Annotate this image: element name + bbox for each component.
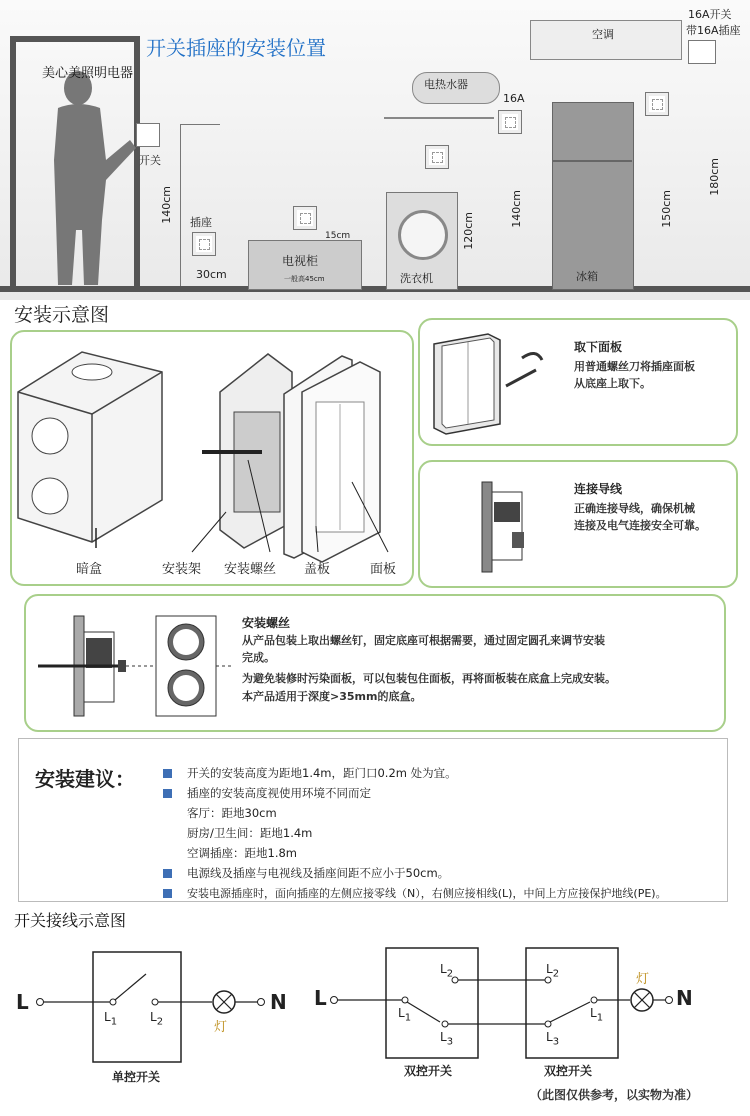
aircon-socket-label: 带16A插座 (686, 24, 741, 37)
bullet (163, 769, 172, 778)
wire-label-N: N (676, 986, 693, 1010)
height-label: 30cm (196, 268, 227, 281)
washer-socket (425, 145, 449, 169)
suggestions-title: 安装建议： (35, 767, 135, 791)
terminal-L2: $L_2$ (150, 1010, 164, 1028)
suggestion-item: 电源线及插座与电视线及插座间距不应小于50cm。 (187, 866, 450, 880)
switch-label: 开关 (139, 154, 161, 167)
wire-label-N: N (270, 990, 287, 1014)
part-label-screw: 安装螺丝 (224, 562, 277, 577)
fridge-socket (645, 92, 669, 116)
page-title: 开关插座的安装位置 (146, 36, 326, 60)
suggestion-item: 厨房/卫生间：距地1.4m (187, 826, 313, 840)
brand-text: 美心美照明电器 (42, 66, 134, 81)
section-title-installation: 安装示意图 (14, 304, 110, 326)
heater-socket (498, 110, 522, 134)
tv-socket (293, 206, 317, 230)
water-heater-label: 电热水器 (424, 78, 468, 91)
installation-suggestions (18, 738, 728, 902)
washer-door (398, 210, 448, 260)
part-label-panel: 面板 (370, 562, 397, 577)
part-label-cover: 盖板 (304, 562, 331, 577)
aircon-outlet (688, 40, 716, 64)
height-label: 180cm (708, 158, 721, 196)
dist-label: 15cm (325, 231, 351, 241)
height-label: 120cm (462, 212, 475, 250)
fridge (552, 102, 634, 290)
terminal-L3: $L_3$ (440, 1030, 454, 1048)
light-switch (136, 123, 160, 147)
connect-wire-text: 连接及电气连接安全可靠。 (574, 519, 706, 532)
connect-wire-box (418, 460, 738, 588)
height-label: 150cm (660, 190, 673, 228)
screw-install-illustration (34, 608, 234, 718)
part-label-box: 暗盒 (76, 562, 103, 577)
bullet (163, 789, 172, 798)
socket-30cm (192, 232, 216, 256)
screw-install-text: 本产品适用于深度>35mm的底盒。 (242, 690, 422, 703)
person-silhouette (40, 70, 150, 290)
dim-line (180, 124, 181, 286)
height-label: 140cm (160, 186, 173, 224)
screw-install-box (24, 594, 726, 732)
remove-panel-illustration (428, 328, 568, 436)
terminal-L1: $L_1$ (398, 1006, 412, 1024)
aircon-switch-label: 16A开关 (688, 8, 732, 21)
fridge-label: 冰箱 (576, 270, 598, 283)
shelf-line (384, 117, 494, 119)
suggestion-item: 开关的安装高度为距地1.4m，距门口0.2m 处为宜。 (187, 766, 457, 780)
terminal-L2: $L_2$ (440, 962, 454, 980)
wiring-diagram-title: 开关接线示意图 (14, 911, 127, 930)
washer-label: 洗衣机 (400, 272, 433, 285)
connect-wire-illustration (460, 472, 560, 578)
suggestion-item: 安装电源插座时，面向插座的左侧应接零线（N），右侧应接相线(L)，中间上方应接保护地线(PE)。 (187, 887, 667, 900)
wire-label-L: L (314, 986, 327, 1010)
bullet (163, 869, 172, 878)
bullet (163, 889, 172, 898)
dim-line (180, 124, 220, 125)
connect-wire-text: 正确连接导线，确保机械 (574, 502, 695, 515)
suggestion-item: 客厅：距地30cm (187, 806, 277, 820)
suggestion-item: 空调插座：距地1.8m (187, 846, 297, 860)
terminal-L2: $L_2$ (546, 962, 560, 980)
remove-panel-title: 取下面板 (574, 340, 623, 354)
double-switch-label: 双控开关 (404, 1064, 453, 1078)
remove-panel-text: 从底座上取下。 (574, 377, 651, 390)
connect-wire-title: 连接导线 (574, 482, 623, 496)
tv-cabinet-note: 一般高45cm (284, 275, 325, 283)
tv-cabinet-label: 电视柜 (282, 254, 319, 268)
screw-install-text: 完成。 (242, 651, 275, 664)
exploded-view-illustration (12, 332, 412, 584)
height-label: 140cm (510, 190, 523, 228)
lamp-label: 灯 (636, 972, 650, 987)
remove-panel-box (418, 318, 738, 446)
terminal-L1: $L_1$ (104, 1010, 118, 1028)
double-switch-label: 双控开关 (544, 1064, 593, 1078)
screw-install-text: 为避免装修时污染面板，可以包装包住面板，再将面板装在底盒上完成安装。 (242, 672, 616, 685)
screw-install-title: 安装螺丝 (242, 616, 291, 630)
lamp-label: 灯 (214, 1020, 228, 1035)
suggestion-item: 插座的安装高度视使用环境不同而定 (187, 786, 371, 800)
aircon-label: 空调 (592, 28, 614, 41)
wire-label-L: L (16, 990, 29, 1014)
remove-panel-text: 用普通螺丝刀将插座面板 (574, 360, 695, 373)
socket-label: 插座 (190, 216, 212, 229)
reference-note: （此图仅供参考，以实物为准） (530, 1088, 699, 1102)
screw-install-text: 从产品包装上取出螺丝钉，固定底座可根据需要，通过固定圆孔来调节安装 (242, 634, 605, 647)
terminal-L1: $L_1$ (590, 1006, 604, 1024)
terminal-L3: $L_3$ (546, 1030, 560, 1048)
single-switch-label: 单控开关 (112, 1070, 161, 1084)
installation-height-diagram (0, 0, 750, 300)
fridge-divider (552, 160, 632, 162)
part-label-frame: 安装架 (162, 562, 202, 577)
amp-label: 16A (503, 92, 525, 105)
exploded-view-box (10, 330, 414, 586)
